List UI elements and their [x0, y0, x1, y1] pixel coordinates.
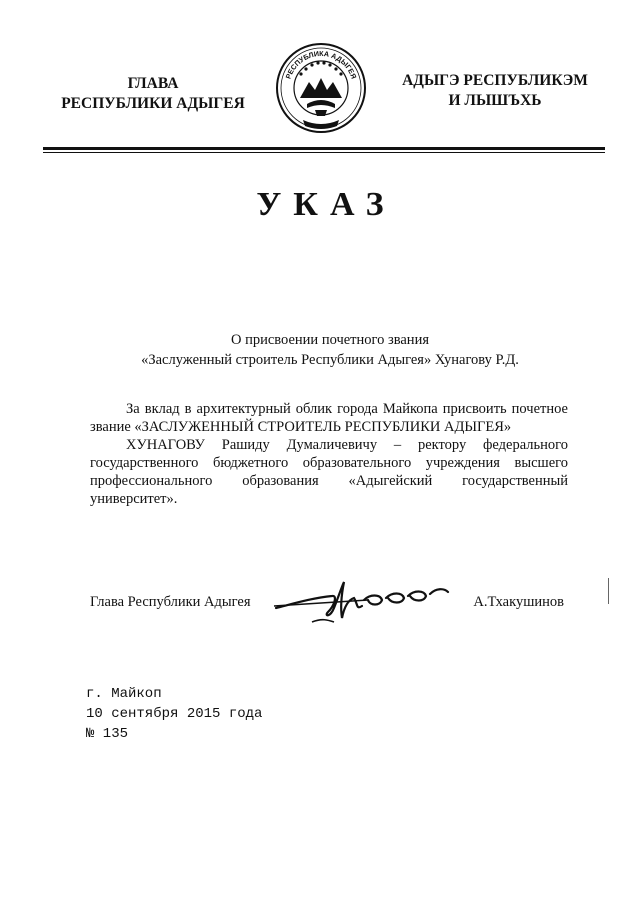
signatory-position: Глава Республики Адыгея	[90, 594, 251, 610]
footer-city: г. Майкоп	[86, 686, 162, 702]
header-divider-thin	[43, 152, 605, 153]
signatory-name: А.Тхакушинов	[473, 594, 564, 610]
subject-line1: О присвоении почетного звания	[231, 332, 429, 348]
handwritten-signature-icon	[272, 578, 452, 626]
header-left-title	[40, 74, 266, 114]
document-footer	[86, 684, 262, 744]
header-left-line2: РЕСПУБЛИКИ АДЫГЕЯ	[61, 95, 245, 112]
body-paragraph-1: За вклад в архитектурный облик города Майкопа присвоить почетное звание «ЗАСЛУЖЕННЫЙ СТРОИТЕЛЬ РЕСПУБЛИКИ АДЫГЕЯ»	[90, 401, 568, 435]
footer-date: 10 сентября 2015 года	[86, 706, 263, 722]
header-right-line1: АДЫГЭ РЕСПУБЛИКЭМ	[402, 72, 588, 89]
header-right-title	[382, 71, 608, 111]
header-left-line1: ГЛАВА	[127, 75, 179, 92]
state-emblem-icon	[275, 38, 367, 138]
document-body	[90, 400, 568, 508]
scan-artifact	[608, 578, 609, 604]
document-subject	[90, 330, 570, 370]
document-title: УКАЗ	[256, 186, 396, 223]
footer-number: № 135	[86, 726, 129, 742]
header-divider-thick	[43, 147, 605, 150]
body-paragraph-2: ХУНАГОВУ Рашиду Думаличевичу – ректору федерального государственного бюджетного образовательного учреждения высшего профессионального образования «Адыгейский государственный университет».	[90, 437, 568, 507]
subject-line2: «Заслуженный строитель Республики Адыгея» Хунагову Р.Д.	[141, 352, 519, 368]
svg-text:РЕСПУБЛИКА АДЫГЕЯ: РЕСПУБЛИКА АДЫГЕЯ	[283, 48, 359, 81]
signature-block	[90, 594, 568, 624]
header-right-line2: И ЛЫШЪХЬ	[448, 92, 542, 109]
